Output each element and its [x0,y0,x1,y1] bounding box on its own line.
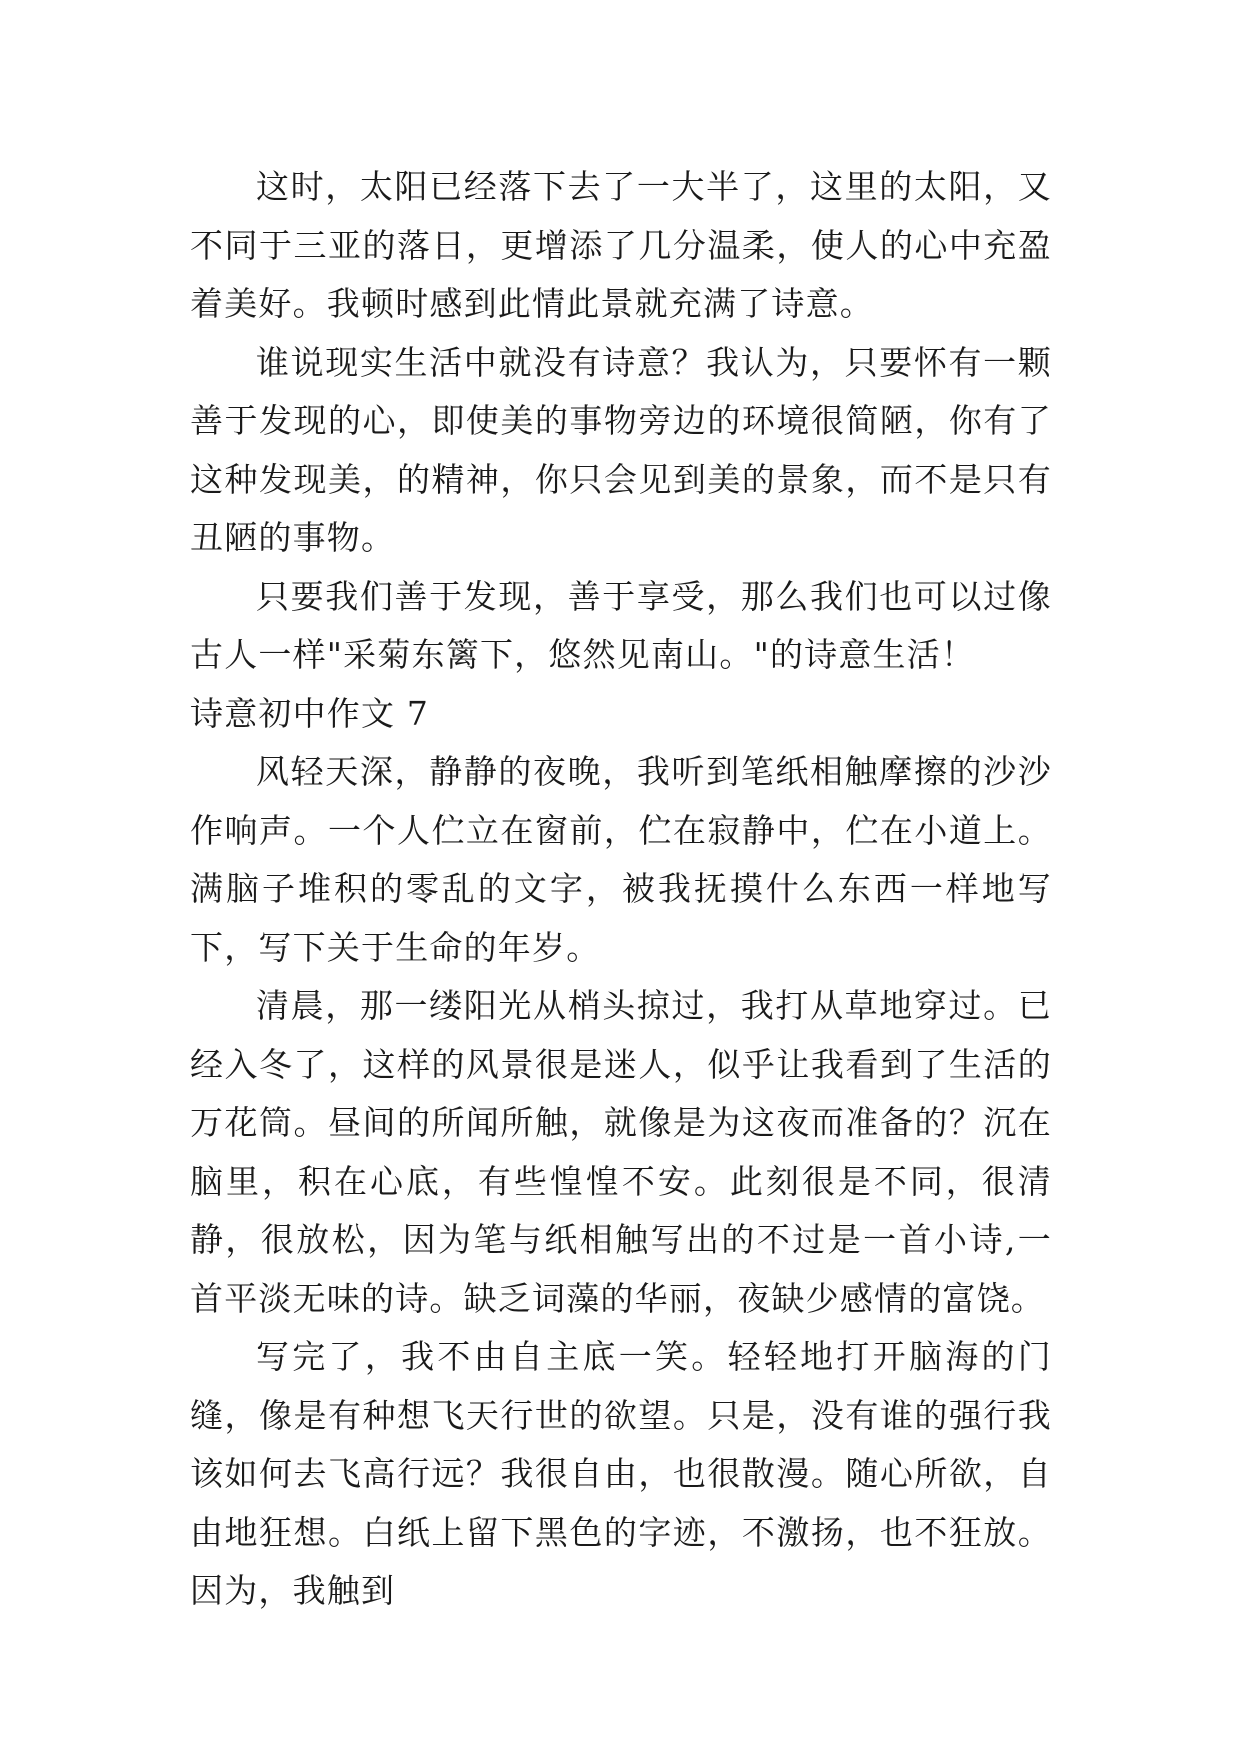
section-heading: 诗意初中作文 7 [190,693,430,733]
paragraph-poetry-in-life: 谁说现实生活中就没有诗意？我认为，只要怀有一颗善于发现的心，即使美的事物旁边的环境很简陋，你有了这种发现美，的精神，你只会见到美的景象，而不是只有丑陋的事物。 [190,342,1052,557]
paragraph-sunset: 这时，太阳已经落下去了一大半了，这里的太阳，又不同于三亚的落日，更增添了几分温柔，使人的心中充盈着美好。我顿时感到此情此景就充满了诗意。 [190,167,1052,323]
paragraph-quiet-night: 风轻天深，静静的夜晚，我听到笔纸相触摩擦的沙沙作响声。一个人伫立在窗前，伫在寂静中，伫在小道上。满脑子堆积的零乱的文字，被我抚摸什么东西一样地写下，写下关于生命的年岁。 [190,752,1052,967]
paragraph-morning-sunlight: 清晨，那一缕阳光从梢头掠过，我打从草地穿过。已经入冬了，这样的风景很是迷人，似乎让我看到了生活的万花筒。昼间的所闻所触，就像是为这夜而准备的？沉在脑里，积在心底，有些惶惶不安。此刻很是不同，很清静，很放松，因为笔与纸相触写出的不过是一首小诗,一首平淡无味的诗。缺乏词藻的华丽，夜缺少感情的富饶。 [190,986,1052,1318]
paragraph-poetic-living: 只要我们善于发现，善于享受，那么我们也可以过像古人一样"采菊东篱下，悠然见南山。"的诗意生活！ [190,576,1052,674]
paragraph-after-writing: 写完了，我不由自主底一笑。轻轻地打开脑海的门缝，像是有种想飞天行世的欲望。只是，没有谁的强行我该如何去飞高行远？我很自由，也很散漫。随心所欲，自由地狂想。白纸上留下黑色的字迹，不激扬，也不狂放。因为，我触到 [190,1337,1052,1610]
document-body [190,158,1052,1621]
